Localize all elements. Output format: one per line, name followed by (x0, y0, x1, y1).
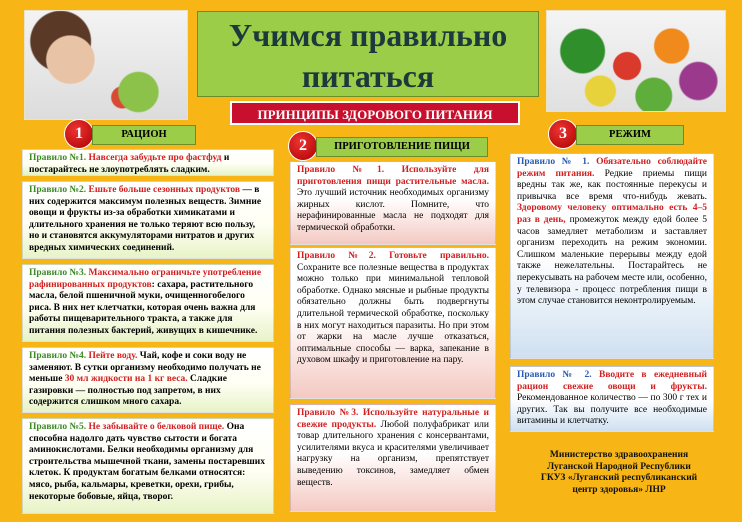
rule-highlight-2: 30 мл жидкости на 1 кг веса. (64, 374, 188, 385)
section-2-number: 2 (288, 131, 318, 161)
rule-text: Это лучший источник необходимых организму жирных кислот. Помните, что нерафинированные масла не подходят для термической обработки. (297, 188, 489, 233)
title-line-2: питаться (301, 58, 435, 94)
rule-highlight: Вводите в ежедневный рацион свежие овощи и фрукты. (517, 370, 708, 392)
cooking-rule-3 (290, 404, 496, 512)
rule-highlight: Готовьте правильно. (389, 251, 490, 261)
diet-rule-4 (22, 347, 274, 413)
rule-label: Правило №2. (297, 251, 376, 261)
rule-text: Рекомендованное количество — по 300 г тех и других. Так вы получите все необходимые витамины и клетчатку. (517, 393, 707, 427)
rule-label: Правило №2. (29, 185, 87, 195)
ministry-line: центр здоровья» ЛНР (572, 484, 666, 495)
rule-highlight: Пейте воду. (88, 351, 138, 361)
regime-rule-2 (510, 366, 714, 432)
vegetables-image (546, 10, 726, 112)
rule-highlight: Навсегда забудьте про фастфуд (88, 153, 222, 163)
section-3-title: РЕЖИМ (576, 125, 684, 145)
ministry-credit (508, 450, 730, 496)
rule-highlight: Ешьте больше сезонных продуктов (88, 185, 241, 195)
cooking-rule-2 (290, 247, 496, 399)
rule-highlight: Максимально ограничьте употребление рафинированных продуктов (29, 268, 262, 290)
rule-text: — в них содержится максимум полезных веществ. Зимние овощи и фрукты из-за обработки химикатами и длительного хранения не только теряют всю пользу, но и становятся аккумуляторами нитратов и других вредных химических соединений. (29, 185, 262, 253)
rule-text: Редкие приемы пищи вредны так же, как постоянные перекусы и привычка все время что-нибудь жевать. (517, 168, 707, 202)
rule-highlight: Обязательно соблюдайте режим питания. (517, 157, 708, 179)
cooking-rule-1 (290, 161, 496, 245)
rule-text: Сохраните все полезные вещества в продуктах можно только при минимальной тепловой обработке. Однако мясные и рыбные продукты обязательно должны быть подвергнуты длительной термической обработке, поскольку в них могут находиться паразиты. Но при этом от жарки на масле лучше отказаться, оптимальные способы — варка, запекание в духовом шкафу и приготовление на пару. (297, 262, 489, 366)
rule-text: Чай, кофе и соки воду не заменяют. В сутки организму необходимо получать не меньше (29, 351, 261, 385)
subtitle-banner: ПРИНЦИПЫ ЗДОРОВОГО ПИТАНИЯ (230, 101, 520, 125)
rule-text: и постарайтесь не злоупотреблять сладким. (29, 153, 230, 175)
diet-rule-2 (22, 181, 274, 259)
rule-label: Правило № 1. (517, 157, 590, 167)
section-1-title: РАЦИОН (92, 125, 196, 145)
rule-highlight-2: Здоровому человеку оптимально есть 4–5 раз в день, (517, 203, 707, 225)
section-1-number: 1 (64, 119, 94, 149)
rule-label: Правило №4. (29, 351, 87, 361)
rule-label: Правило №3. (29, 268, 87, 278)
rule-text-2: промежуток между едой более 5 часов замедляет метаболизм и заставляет организм переходить на режим экономии. Слишком маленькие перерывы между едой также нежелательны. Постарайтесь не перекусывать на рабочем месте или, особенно, у телевизора - процесс потребления пищи в этом случае становится неконтролируемым. (517, 214, 708, 307)
diet-rule-3 (22, 264, 274, 342)
rule-label: Правило № 2. (517, 370, 592, 380)
rule-highlight: Не забывайте о белковой пище. (88, 422, 225, 432)
rule-highlight: Используйте натуральные и свежие продукты. (297, 408, 490, 430)
ministry-line: ГКУЗ «Луганский республиканский (540, 473, 698, 483)
diet-rule-5 (22, 418, 274, 514)
rule-label: Правило №3. (297, 408, 359, 418)
ministry-line: Луганской Народной Республики (547, 461, 691, 472)
rule-label: Правило №1. (29, 153, 87, 163)
rule-label: Правило №5. (29, 422, 87, 432)
page-title (197, 11, 539, 97)
rule-label: Правило №1. (297, 165, 385, 175)
rule-text: : сахара, растительного масла, белой пшеничной муки, очищенногобелого риса. В них нет клетчатки, которая очень важна для работы пищеварительного тракта, а также для питания полезных бактерий, живущих в кишечнике. (29, 279, 258, 336)
diet-rule-1 (22, 149, 274, 176)
rule-text: Она способна надолго дать чувство сытости и богата аминокислотами. Белки необходимы организму для строительства мышечной ткани, замены постаревших клеток. К продуктам богатым белками относятся: мясо, рыба, кальмары, креветки, орехи, грибы, некоторые бобовые, яйца, творог. (29, 422, 266, 502)
regime-rule-1 (510, 153, 714, 359)
rule-text-2: Сладкие газировки — полностью под запретом, в них содержится слишком много сахара. (29, 374, 227, 408)
section-2-title: ПРИГОТОВЛЕНИЕ ПИЩИ (316, 137, 488, 157)
woman-eating-salad-image (24, 10, 188, 120)
section-3-number: 3 (548, 119, 578, 149)
title-line-1: Учимся правильно (228, 17, 508, 53)
ministry-line: Министерство здравоохранения (549, 450, 689, 460)
rule-highlight: Используйте для приготовления пищи растительные масла. (297, 165, 490, 187)
rule-text: Любой полуфабрикат или товар длительного хранения с консервантами, усилителями вкуса и красителями увеличивает нагрузку на организм, препятствует выведению токсинов, замедляет обмен веществ. (297, 419, 489, 488)
